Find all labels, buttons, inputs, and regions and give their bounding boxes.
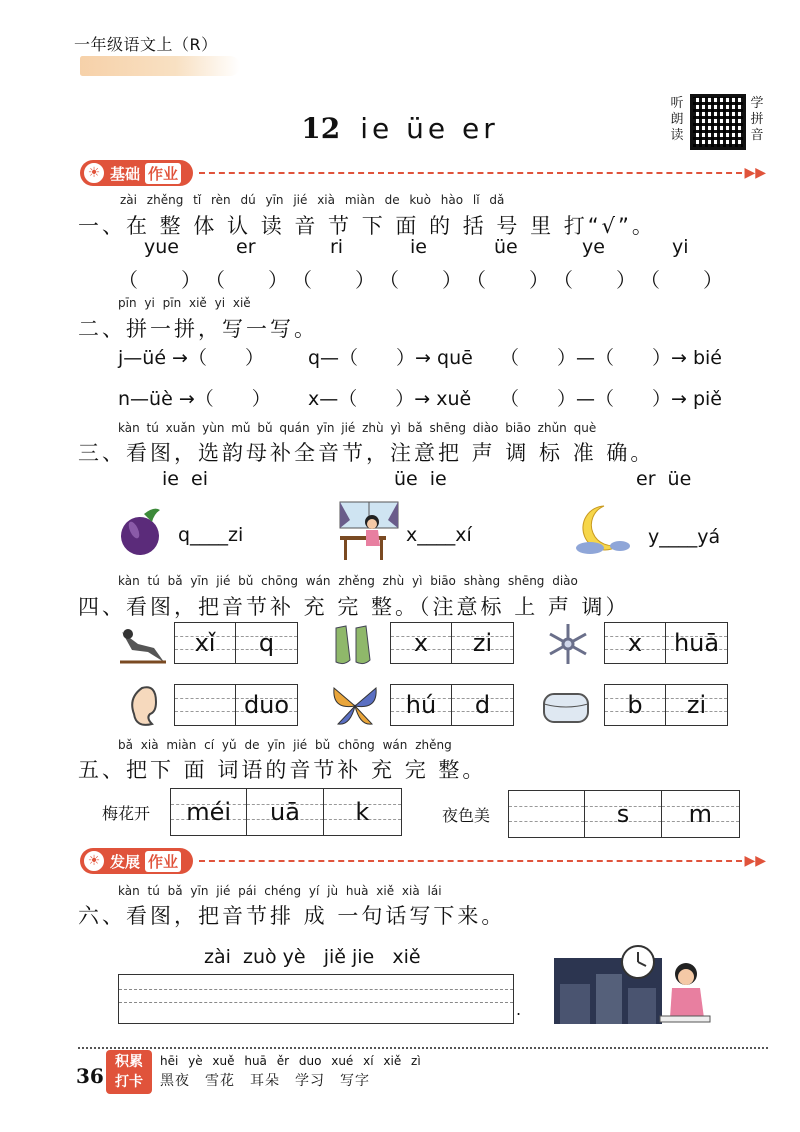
q6-text: 六、看图，把音节排 成 一句话写下来。 [78, 904, 506, 928]
q1-syllable: ri [330, 236, 344, 258]
lesson-rhymes: ie üe er [360, 112, 499, 145]
q1-syllable: ye [582, 236, 605, 258]
q1-answer-paren[interactable]: （ ） [379, 268, 463, 292]
q1-syllable: üe [494, 236, 518, 258]
vocab-pinyin: hēi yè xuě huā ěr duo xué xí xiě zì [160, 1054, 421, 1068]
q4-pinyin: kàn tú bǎ yīn jié bǔ chōng wán zhěng zhù yì biāo shàng shēng diào [118, 574, 578, 588]
q2-item[interactable]: j—üé →（ ） [118, 347, 264, 369]
q4-grid [390, 622, 514, 664]
q3-answer[interactable]: q____zi [178, 524, 244, 546]
q5-cell[interactable]: méi [171, 789, 247, 835]
q5-word: 梅花开 [102, 804, 151, 823]
magpie-icon [118, 622, 168, 668]
q4-cell[interactable]: hú [391, 685, 452, 725]
q5-cell[interactable]: k [324, 789, 401, 835]
q1-syllable: er [236, 236, 256, 258]
q3-answer[interactable]: y____yá [648, 526, 721, 548]
q5-cell[interactable]: uā [247, 789, 323, 835]
q4-cell[interactable]: d [452, 685, 513, 725]
section-basic-label: 基础 [110, 164, 141, 183]
page-number: 36 [76, 1064, 104, 1088]
q2-item[interactable]: （ ）—（ ）→ piě [500, 388, 722, 410]
section-develop-highlight: 作业 [145, 851, 181, 872]
q1-syllable: yue [144, 236, 179, 258]
q1-answer-paren[interactable]: （ ） [118, 268, 202, 292]
q3-options: er üe [636, 468, 692, 490]
q5-pinyin: bǎ xià miàn cí yǔ de yīn jié bǔ chōng wán zhěng [118, 738, 452, 752]
q5-grid [508, 790, 740, 838]
q3-answer[interactable]: x____xí [406, 524, 472, 546]
shoes-icon [330, 622, 376, 668]
q4-cell[interactable]: x [391, 623, 452, 663]
q1-pinyin: zài zhěng tǐ rèn dú yīn jié xià miàn de kuò hào lǐ dǎ [120, 193, 505, 207]
q4-grid [390, 684, 514, 726]
girl-writing-night-icon [552, 944, 712, 1028]
q1-syllable: ie [410, 236, 427, 258]
stamp-line-2: 打卡 [115, 1074, 143, 1090]
q5-cell[interactable]: s [585, 791, 661, 837]
q6-writing-area[interactable] [118, 974, 514, 1024]
qr-right-label: 学拼音 [750, 96, 764, 143]
q3-text: 三、看图，选韵母补全音节，注意把 声 调 标 准 确。 [78, 441, 655, 465]
q4-grid [604, 622, 728, 664]
q4-grid [604, 684, 728, 726]
q2-item[interactable]: x—（ ）→ xuě [308, 388, 472, 410]
q5-word: 夜色美 [442, 806, 491, 825]
q1-syllable: yi [672, 236, 689, 258]
q2-text: 二、拼一拼，写一写。 [78, 317, 318, 341]
q6-pinyin: kàn tú bǎ yīn jié pái chéng yí jù huà xiě xià lái [118, 884, 442, 898]
girl-studying-icon [336, 500, 402, 562]
q4-cell[interactable]: huā [666, 623, 727, 663]
q5-grid [170, 788, 402, 836]
q1-answer-paren[interactable]: （ ） [553, 268, 637, 292]
section-develop-banner [80, 846, 766, 876]
q3-options: ie ei [162, 468, 208, 490]
q6-words: zài zuò yè jiě jie xiě [204, 946, 421, 968]
q4-grid [174, 684, 298, 726]
vocab-hanzi: 黑夜 雪花 耳朵 学习 写字 [160, 1073, 370, 1089]
ear-icon [126, 684, 160, 728]
q4-text: 四、看图，把音节补 充 完 整。（注意标 上 声 调） [78, 595, 630, 619]
stamp-line-1: 积累 [115, 1054, 143, 1070]
q3-pinyin: kàn tú xuǎn yùn mǔ bǔ quán yīn jié zhù yì bǎ shēng diào biāo zhǔn què [118, 421, 597, 435]
q6-end-mark: . [516, 1000, 522, 1019]
lesson-number: 12 [301, 112, 341, 145]
q2-pinyin: pīn yi pīn xiě yi xiě [118, 296, 251, 310]
q4-cell[interactable] [175, 685, 236, 725]
q3-options: üe ie [394, 468, 447, 490]
butterfly-icon [330, 684, 380, 728]
section-develop-label: 发展 [110, 852, 141, 871]
q5-text: 五、把下 面 词语的音节补 充 完 整。 [78, 758, 487, 782]
q4-cell[interactable]: zi [452, 623, 513, 663]
q5-cell[interactable] [509, 791, 585, 837]
q4-cell[interactable]: q [236, 623, 297, 663]
vocab-list [160, 1054, 421, 1090]
q2-item[interactable]: q—（ ）→ quē [308, 347, 473, 369]
qr-code-icon[interactable] [690, 94, 746, 150]
q4-cell[interactable]: zi [666, 685, 727, 725]
q5-cell[interactable]: m [662, 791, 739, 837]
q4-grid [174, 622, 298, 664]
quilt-icon [540, 688, 592, 726]
snowflake-icon [546, 622, 590, 666]
q1-answer-paren[interactable]: （ ） [205, 268, 289, 292]
q1-text: 一、在 整 体 认 读 音 节 下 面 的 括 号 里 打“√”。 [78, 214, 656, 238]
lightbulb-icon: ☀ [82, 849, 106, 873]
arrow-icon: ▶▶ [744, 165, 766, 181]
section-basic-highlight: 作业 [145, 163, 181, 184]
q1-answer-paren[interactable]: （ ） [640, 268, 724, 292]
q4-cell[interactable]: xǐ [175, 623, 236, 663]
q4-cell[interactable]: b [605, 685, 666, 725]
q4-cell[interactable]: x [605, 623, 666, 663]
q1-syllables [0, 236, 800, 262]
lightbulb-icon: ☀ [82, 161, 106, 185]
eggplant-icon [118, 500, 164, 558]
book-label: 一年级语文上（R） [74, 35, 218, 54]
q1-answer-paren[interactable]: （ ） [466, 268, 550, 292]
q1-answer-paren[interactable]: （ ） [292, 268, 376, 292]
q2-item[interactable]: n—üè →（ ） [118, 388, 271, 410]
section-basic-banner [80, 158, 766, 188]
footer-divider [78, 1047, 768, 1049]
qr-left-label: 听朗读 [670, 96, 684, 143]
arrow-icon: ▶▶ [744, 853, 766, 869]
checkin-stamp [106, 1050, 152, 1094]
q2-item[interactable]: （ ）—（ ）→ bié [500, 347, 722, 369]
q4-cell[interactable]: duo [236, 685, 297, 725]
header-brush-decoration [80, 56, 240, 76]
crescent-moon-icon [574, 502, 634, 558]
